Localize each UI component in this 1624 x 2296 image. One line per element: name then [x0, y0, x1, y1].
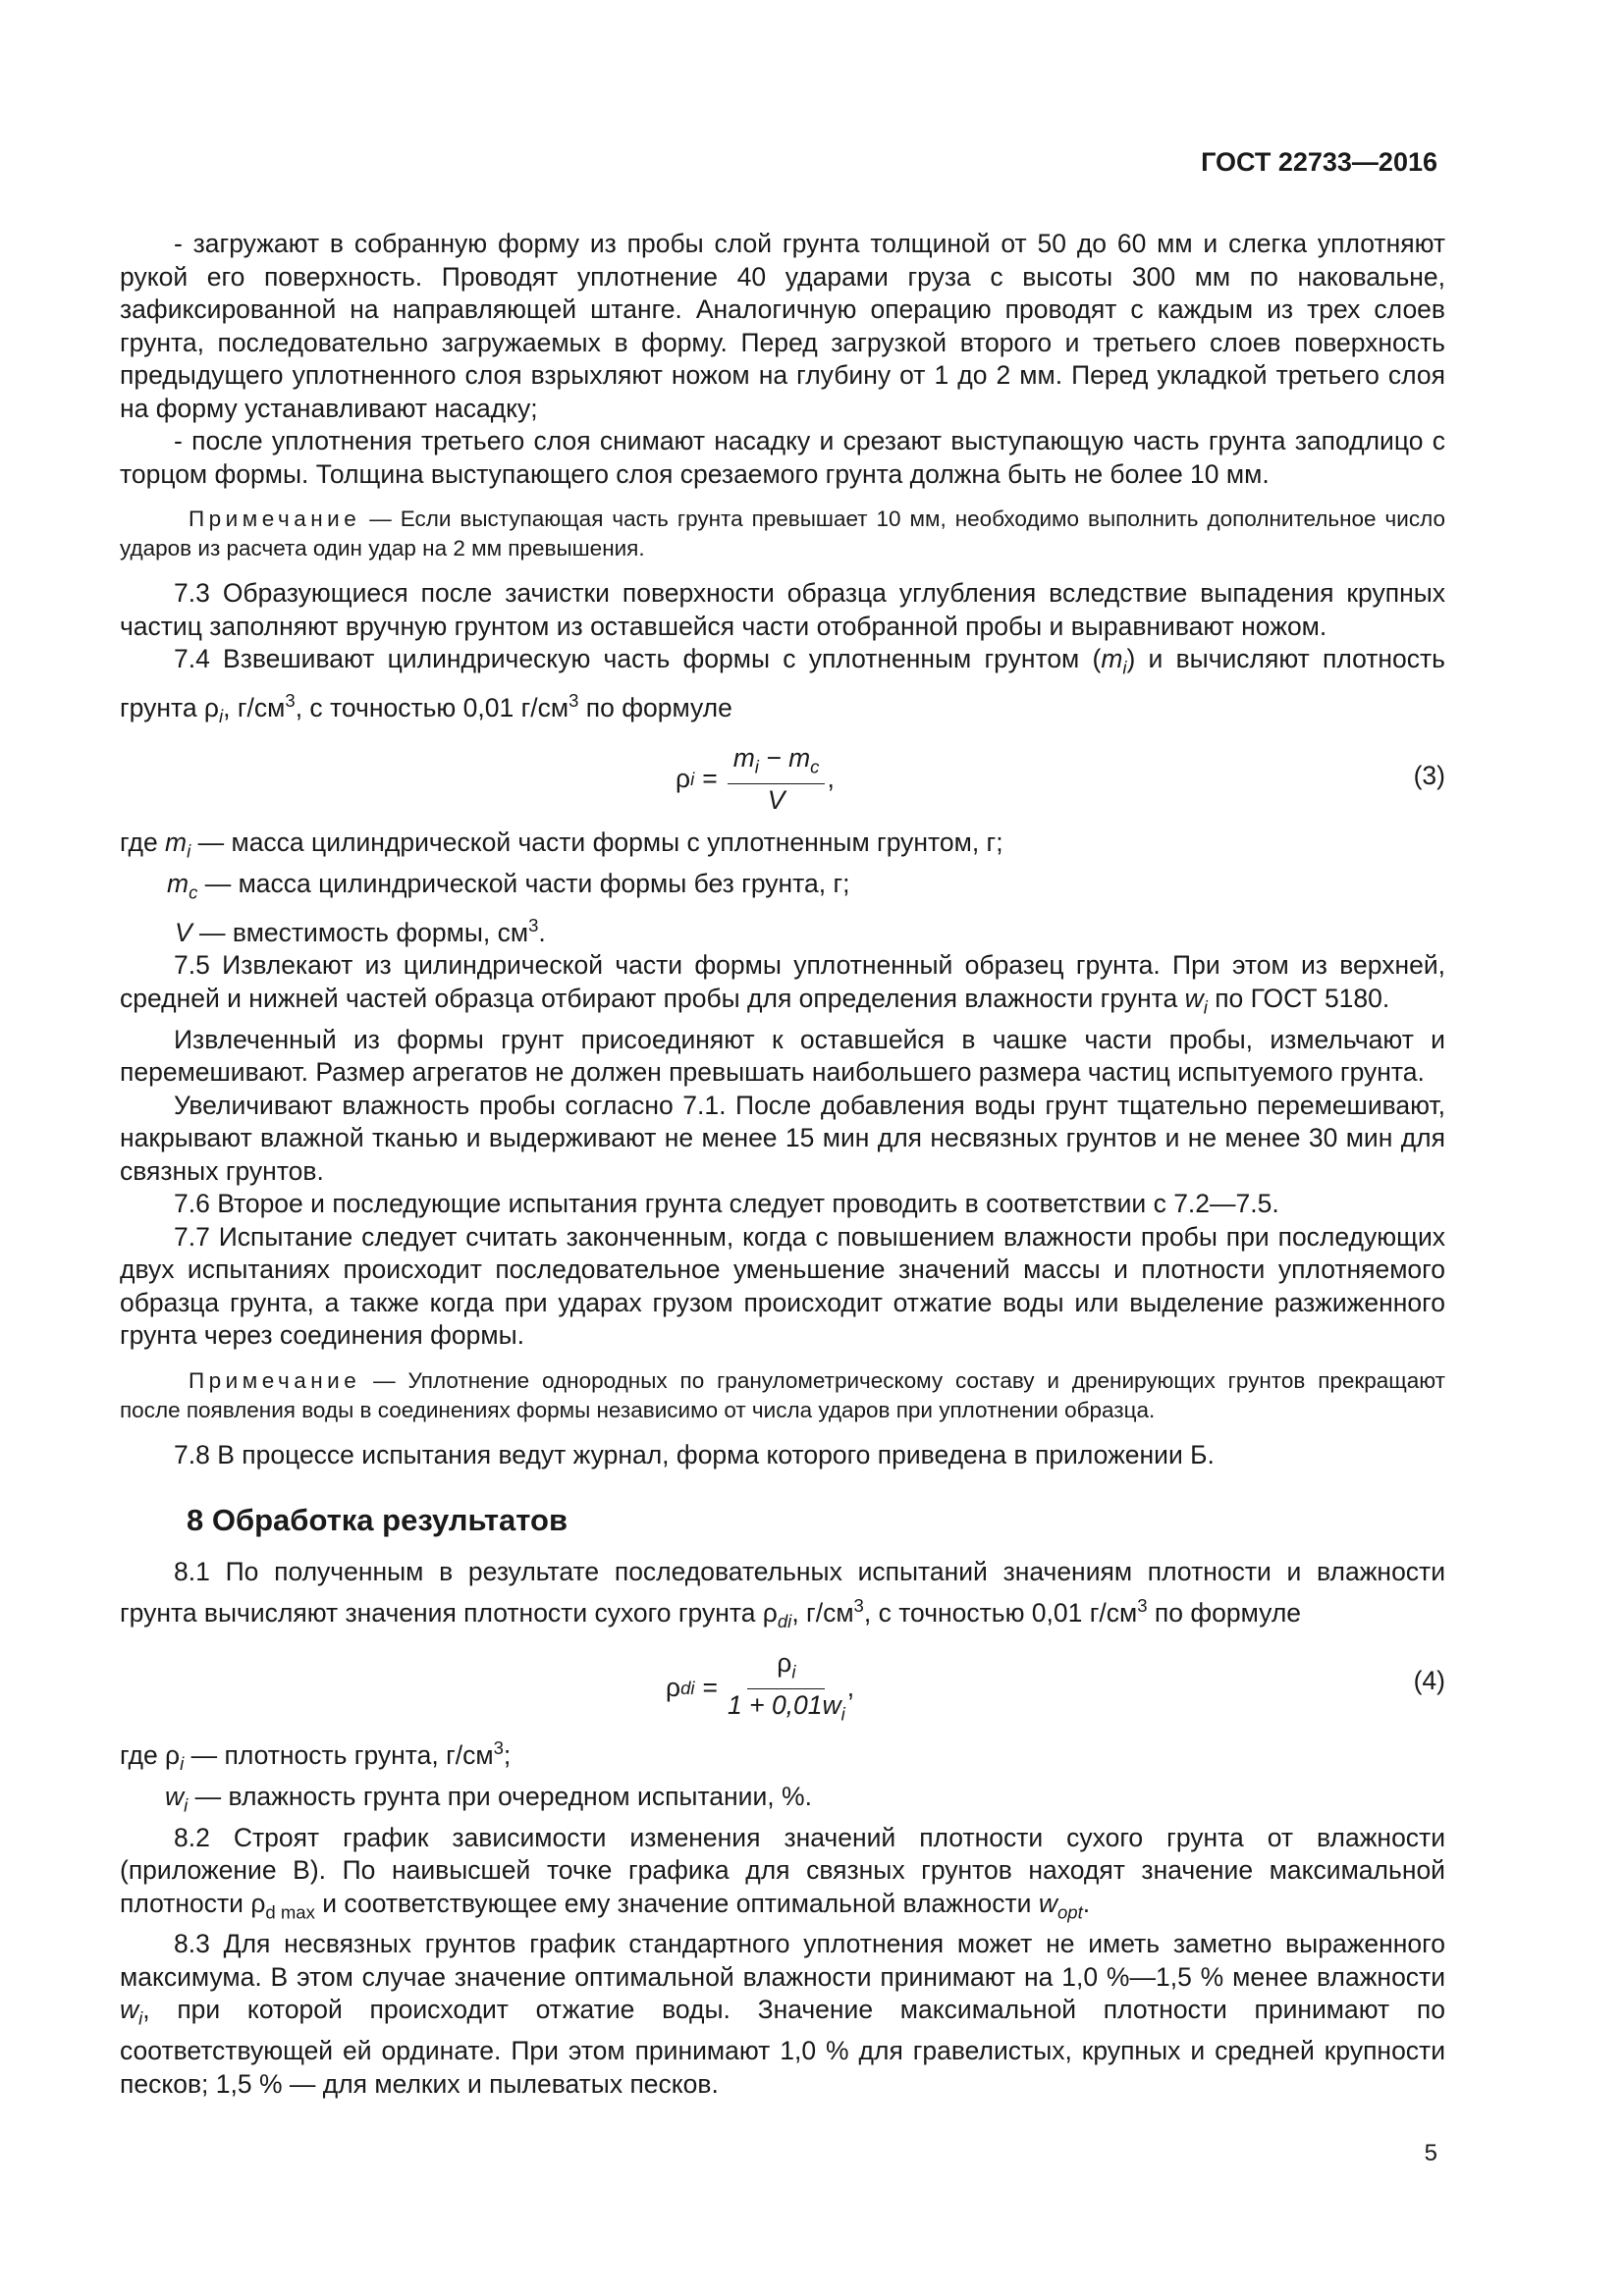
def3-sup: 3 [528, 915, 539, 936]
paragraph-8-2 [120, 1822, 1445, 1929]
f3-num-sub-c: c [810, 756, 820, 777]
formula-4-denominator [728, 1689, 845, 1730]
note-1-label: Примечание [189, 507, 361, 531]
def3-var: V [175, 917, 192, 947]
p74-sup-3a: 3 [285, 689, 296, 711]
p74-text-c: , г/см [223, 692, 286, 722]
note-1 [120, 505, 1445, 563]
formula-3-lhs-sub: i [690, 768, 695, 789]
formula-3 [120, 742, 1445, 817]
p83-text-b: , при которой происходит отжатие воды. Значение максимальной плотности принимают по соответствующей ей ординате. При этом принимают 1,0 % для гравелистых, крупных и средней крупности песков; 1,5 % — для мелких и пылеватых песков. [120, 1995, 1445, 2099]
p74-sub-i: i [1122, 657, 1127, 678]
p81-sub-di: di [777, 1610, 792, 1631]
f4-den-text: 1 + 0,01w [728, 1689, 841, 1720]
d4-1-sup: 3 [493, 1737, 504, 1759]
p82-text-b: и соответствующее ему значение оптимальной влажности [314, 1888, 1039, 1918]
formula-3-lhs: ρ [676, 763, 691, 793]
formula-3-numerator [728, 742, 826, 783]
p81-text-a: 8.1 По полученным в результате последовательных испытаний значениям плотности и влажности грунта вычисляют значения плотности сухого грунта ρ [120, 1557, 1445, 1628]
formula-3-denominator [768, 784, 785, 816]
paragraph-7-7: 7.7 Испытание следует считать законченным, когда с повышением влажности пробы при последующих двух испытаниях происходит последовательное уменьшение значений массы и плотности уплотняемого образца грунта, а также когда при ударах грузом происходит отжатие воды или выделение разжиженного грунта через соединения формы. [120, 1221, 1445, 1351]
def3-text: — вместимость формы, см [191, 917, 529, 947]
def3-end: . [538, 917, 546, 947]
p82-sub-dmax: d max [265, 1900, 315, 1922]
paragraph-8-1 [120, 1556, 1445, 1637]
def2-text: — масса цилиндрической части формы без грунта, г; [197, 869, 850, 899]
page-number: 5 [1424, 2140, 1437, 2166]
p74-text-d: , с точностью 0,01 г/см [295, 692, 569, 722]
paragraph-7-3: 7.3 Образующиеся после зачистки поверхности образца углубления вследствие выпадения крупных частиц заполняют вручную грунтом из оставшейся части отобранной пробы и выравнивают ножом. [120, 578, 1445, 641]
f4-den-sub: i [840, 1702, 845, 1724]
paragraph-7-4 [120, 643, 1445, 732]
f4-num-sub: i [791, 1661, 796, 1682]
f3-num-sub-i: i [754, 756, 759, 777]
p81-sup-b: 3 [1137, 1594, 1148, 1616]
f3-num-m: m [732, 743, 755, 774]
p75-var-w: w [1184, 983, 1204, 1013]
formula-3-number: (3) [1413, 761, 1445, 791]
p75-text-b: по ГОСТ 5180. [1207, 983, 1390, 1013]
section-8-heading: 8 Обработка результатов [187, 1503, 568, 1538]
p74-text-b: ) и вычисляют плотность грунта ρ [120, 644, 1445, 722]
paragraph-8-3 [120, 1928, 1445, 2101]
p81-text-c: , с точностью 0,01 г/см [863, 1597, 1138, 1628]
p82-sub-opt: opt [1056, 1900, 1083, 1922]
def1-sub: i [187, 840, 191, 862]
note-2-label: Примечание [189, 1367, 361, 1393]
formula-4 [120, 1647, 1445, 1722]
d4-2-sub: i [184, 1794, 189, 1816]
formula-3-expression: ρ i = $\frac{m_i - m_c}{V}$ , [676, 743, 835, 815]
formula-4-numerator [747, 1647, 825, 1688]
p74-sub-i2: i [219, 705, 224, 726]
def1-var: m [165, 828, 188, 858]
definition-w-i [120, 1781, 1445, 1822]
definition-mc [120, 868, 1445, 909]
p74-text-e: по формуле [578, 692, 732, 722]
def2-var: m [167, 869, 189, 899]
paragraph-after-compaction: - после уплотнения третьего слоя снимают насадку и срезают выступающую часть грунта заподлицо с торцом формы. Толщина выступающего слоя срезаемого грунта должна быть не более 10 мм. [120, 426, 1445, 489]
formula-4-lhs: ρ [666, 1673, 681, 1703]
paragraph-7-8: 7.8 В процессе испытания ведут журнал, форма которого приведена в приложении Б. [174, 1439, 1215, 1469]
d4-2-text: — влажность грунта при очередном испытании, %. [188, 1781, 812, 1811]
p75-sub-i: i [1203, 996, 1208, 1018]
definition-rho-i [120, 1732, 1445, 1781]
d4-1-sub: i [180, 1753, 185, 1775]
paragraph-7-5 [120, 949, 1445, 1023]
p83-sub-i: i [138, 2007, 143, 2029]
p83-text-a: 8.3 Для несвязных грунтов график стандартного уплотнения может не иметь заметно выраженного максимума. В этом случае значение оптимальной влажности принимают на 1,0 %—1,5 % менее влажности [120, 1929, 1445, 1992]
d4-1-end: ; [503, 1740, 512, 1771]
d4-2-var: w [165, 1781, 185, 1811]
formula-4-lhs-sub: di [680, 1678, 695, 1699]
p74-var-m: m [1101, 644, 1123, 673]
f3-num-minus-m: − m [758, 743, 811, 774]
d4-1-var: ρ [165, 1740, 181, 1771]
p81-text-b: , г/см [791, 1597, 854, 1628]
p74-sup-3b: 3 [568, 689, 579, 711]
d4-1-text: — плотность грунта, г/см [184, 1740, 494, 1771]
paragraph-7-6: 7.6 Второе и последующие испытания грунта следует проводить в соответствии с 7.2—7.5. [174, 1189, 1279, 1219]
definition-v [120, 909, 1445, 949]
note-1-text: — Если выступающая часть грунта превышает 10 мм, необходимо выполнить дополнительное число ударов из расчета один удар на 2 мм превышения. [120, 507, 1445, 561]
p83-var-w: w [120, 1995, 139, 2025]
document-header: ГОСТ 22733—2016 [1201, 147, 1437, 177]
p82-text-a: 8.2 Строят график зависимости изменения значений плотности сухого грунта от влажности (приложение В). По наивысшей точке графика для связных грунтов находят значение максимальной плотности ρ [120, 1822, 1445, 1918]
definition-mi [120, 827, 1445, 868]
formula-4-fraction [728, 1647, 845, 1730]
paragraph-load-layer: - загружают в собранную форму из пробы слой грунта толщиной от 50 до 60 мм и слегка уплотняют рукой его поверхность. Проводят уплотнение 40 ударами груза с высоты 300 мм по наковальне, зафиксированной на направляющей штанге. Аналогичную операцию проводят с каждым из трех слоев грунта, последовательно загружаемых в форму. Перед загрузкой второго и третьего слоев поверхность предыдущего уплотненного слоя взрыхляют ножом на глубину от 1 до 2 мм. Перед укладкой третьего слоя на форму устанавливают насадку; [120, 229, 1445, 423]
def-where: где [120, 828, 166, 858]
note-2 [120, 1366, 1445, 1425]
p81-text-d: по формуле [1147, 1597, 1302, 1628]
f4-num-rho: ρ [777, 1648, 792, 1679]
paragraph-7-5-3: Увеличивают влажность пробы согласно 7.1. После добавления воды грунт тщательно перемешивают, накрывают влажной тканью и выдерживают не менее 15 мин для несвязных грунтов и не менее 30 мин для связных грунтов. [120, 1090, 1445, 1186]
paragraph-7-5-2: Извлеченный из формы грунт присоединяют к оставшейся в чашке части пробы, измельчают и перемешивают. Размер агрегатов не должен превышать наибольшего размера частиц испытуемого грунта. [120, 1024, 1445, 1088]
formula-4-number: (4) [1413, 1666, 1445, 1696]
def2-sub: c [189, 881, 198, 903]
formula-4-expression: ρ di = $\frac{\rho_i}{1 + 0,01w_i}$ , [666, 1647, 854, 1730]
note-2-text: — Уплотнение однородных по гранулометрическому составу и дренирующих грунтов прекращают после появления воды в соединениях формы независимо от числа ударов при уплотнении образца. [120, 1367, 1445, 1422]
document-body [120, 228, 1445, 2101]
p81-sup-a: 3 [853, 1594, 864, 1616]
p82-var-w: w [1038, 1888, 1057, 1918]
formula-3-fraction [728, 742, 826, 815]
f3-den-v: V [767, 784, 785, 815]
def1-text: — масса цилиндрической части формы с уплотненным грунтом, г; [190, 828, 1003, 858]
p82-end: . [1082, 1888, 1091, 1918]
p74-text-a: 7.4 Взвешивают цилиндрическую часть формы с уплотненным грунтом ( [174, 644, 1102, 673]
p75-text-a: 7.5 Извлекают из цилиндрической части формы уплотненный образец грунта. При этом из верхней, средней и нижней частей образца отбирают пробы для определения влажности грунта [120, 950, 1445, 1013]
def4-where: где [120, 1740, 166, 1771]
